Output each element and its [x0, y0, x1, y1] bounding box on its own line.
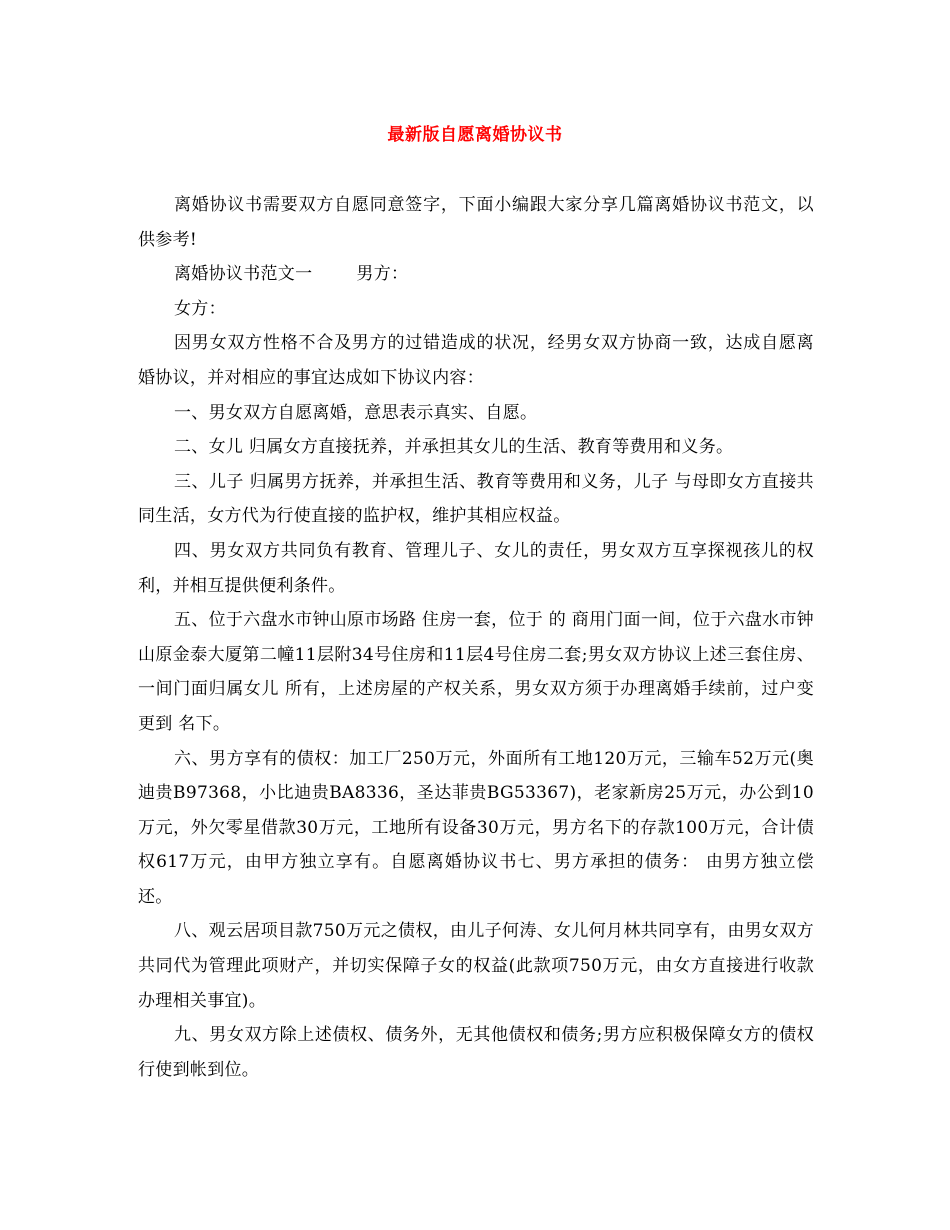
sample-label: 离婚协议书范文一: [174, 264, 313, 285]
clause-8: 八、观云居项目款750万元之债权，由儿子何涛、女儿何月林共同享有，由男女双方共同代为管理此项财产，并切实保障子女的权益(此款项750万元，由女方直接进行收款办理相关事宜)。: [138, 921, 814, 1011]
preamble-paragraph: 因男女双方性格不合及男方的过错造成的状况，经男女双方协商一致，达成自愿离婚协议，并对相应的事宜达成如下协议内容：: [138, 333, 814, 388]
document-body: [138, 188, 814, 1087]
document-title: 最新版自愿离婚协议书: [387, 125, 563, 145]
clause-6: 六、男方享有的债权：加工厂250万元，外面所有工地120万元，三输车52万元(奥迪贵B97368，小比迪贵BA8336，圣达菲贵BG53367)，老家新房25万元，办公到10万元，外欠零星借款30万元，工地所有设备30万元，男方名下的存款100万元，合计债权617万元，由甲方独立享有。自愿离婚协议书七、男方承担的债务： 由男方独立偿还。: [138, 748, 814, 907]
clause-2: 二、女儿 归属女方直接抚养，并承担其女儿的生活、教育等费用和义务。: [174, 437, 734, 458]
sample-heading-line: [138, 257, 814, 292]
clause-9: 九、男女双方除上述债权、债务外，无其他债权和债务;男方应积极保障女方的债权行使到帐到位。: [138, 1025, 814, 1080]
intro-paragraph: 离婚协议书需要双方自愿同意签字，下面小编跟大家分享几篇离婚协议书范文，以供参考!: [138, 195, 814, 250]
female-party-line: 女方：: [174, 298, 226, 319]
clause-1: 一、男女双方自愿离婚，意思表示真实、自愿。: [174, 402, 538, 423]
clause-3: 三、儿子 归属男方抚养，并承担生活、教育等费用和义务，儿子 与母即女方直接共同生活，女方代为行使直接的监护权，维护其相应权益。: [138, 471, 814, 527]
clause-4: 四、男女双方共同负有教育、管理儿子、女儿的责任，男女双方互享探视孩儿的权利，并相互提供便利条件。: [138, 540, 814, 596]
male-party-label: 男方：: [356, 264, 409, 285]
clause-5: 五、位于六盘水市钟山原市场路 住房一套，位于 的 商用门面一间，位于六盘水市钟山原金泰大厦第二幢11层附34号住房和11层4号住房二套;男女双方协议上述三套住房、一间门面归属女儿 所有，上述房屋的产权关系，男女双方须于办理离婚手续前，过户变更到 名下。: [138, 610, 814, 734]
